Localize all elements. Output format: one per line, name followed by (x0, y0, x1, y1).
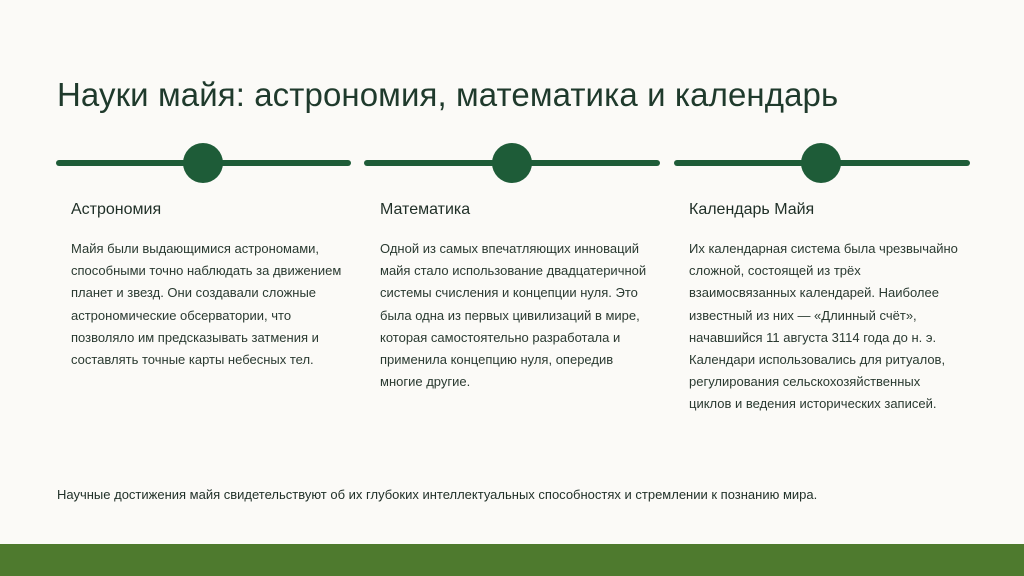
column-title-astronomy: Астрономия (71, 201, 162, 218)
column-text-astronomy: Майя были выдающимися астрономами, способными точно наблюдать за движением планет и звезд. Они создавали сложные астрономические обсерватории, что позволяло им предсказывать затмения и составлять точные карты небесных тел. (71, 241, 342, 368)
summary-text: Научные достижения майя свидетельствуют об их глубоких интеллектуальных способностях и стремлении к познанию мира. (57, 487, 818, 502)
timeline-marker-mathematics (492, 143, 532, 183)
slide-title: Науки майя: астрономия, математика и календарь (57, 76, 839, 113)
column-text-calendar: Их календарная система была чрезвычайно сложной, состоящей из трёх взаимосвязанных календарей. Наиболее известный из них — «Длинный счёт», начавшийся 11 августа 3114 года до н. э. Календари использовались для ритуалов, регулирования сельскохозяйственных циклов и ведения исторических записей. (689, 241, 958, 412)
timeline-marker-astronomy (183, 143, 223, 183)
footer-bar (0, 544, 1024, 576)
column-astronomy (71, 199, 346, 371)
column-title-calendar: Календарь Майя (689, 201, 815, 218)
column-text-mathematics: Одной из самых впечатляющих инноваций майя стало использование двадцатеричной системы счисления и концепции нуля. Это была одна из первых цивилизаций в мире, которая самостоятельно разработала и применила концепцию нуля, опередив многие другие. (380, 241, 647, 390)
column-title-mathematics: Математика (380, 201, 471, 218)
column-calendar (689, 199, 964, 416)
timeline-marker-calendar (801, 143, 841, 183)
column-mathematics (380, 199, 655, 393)
